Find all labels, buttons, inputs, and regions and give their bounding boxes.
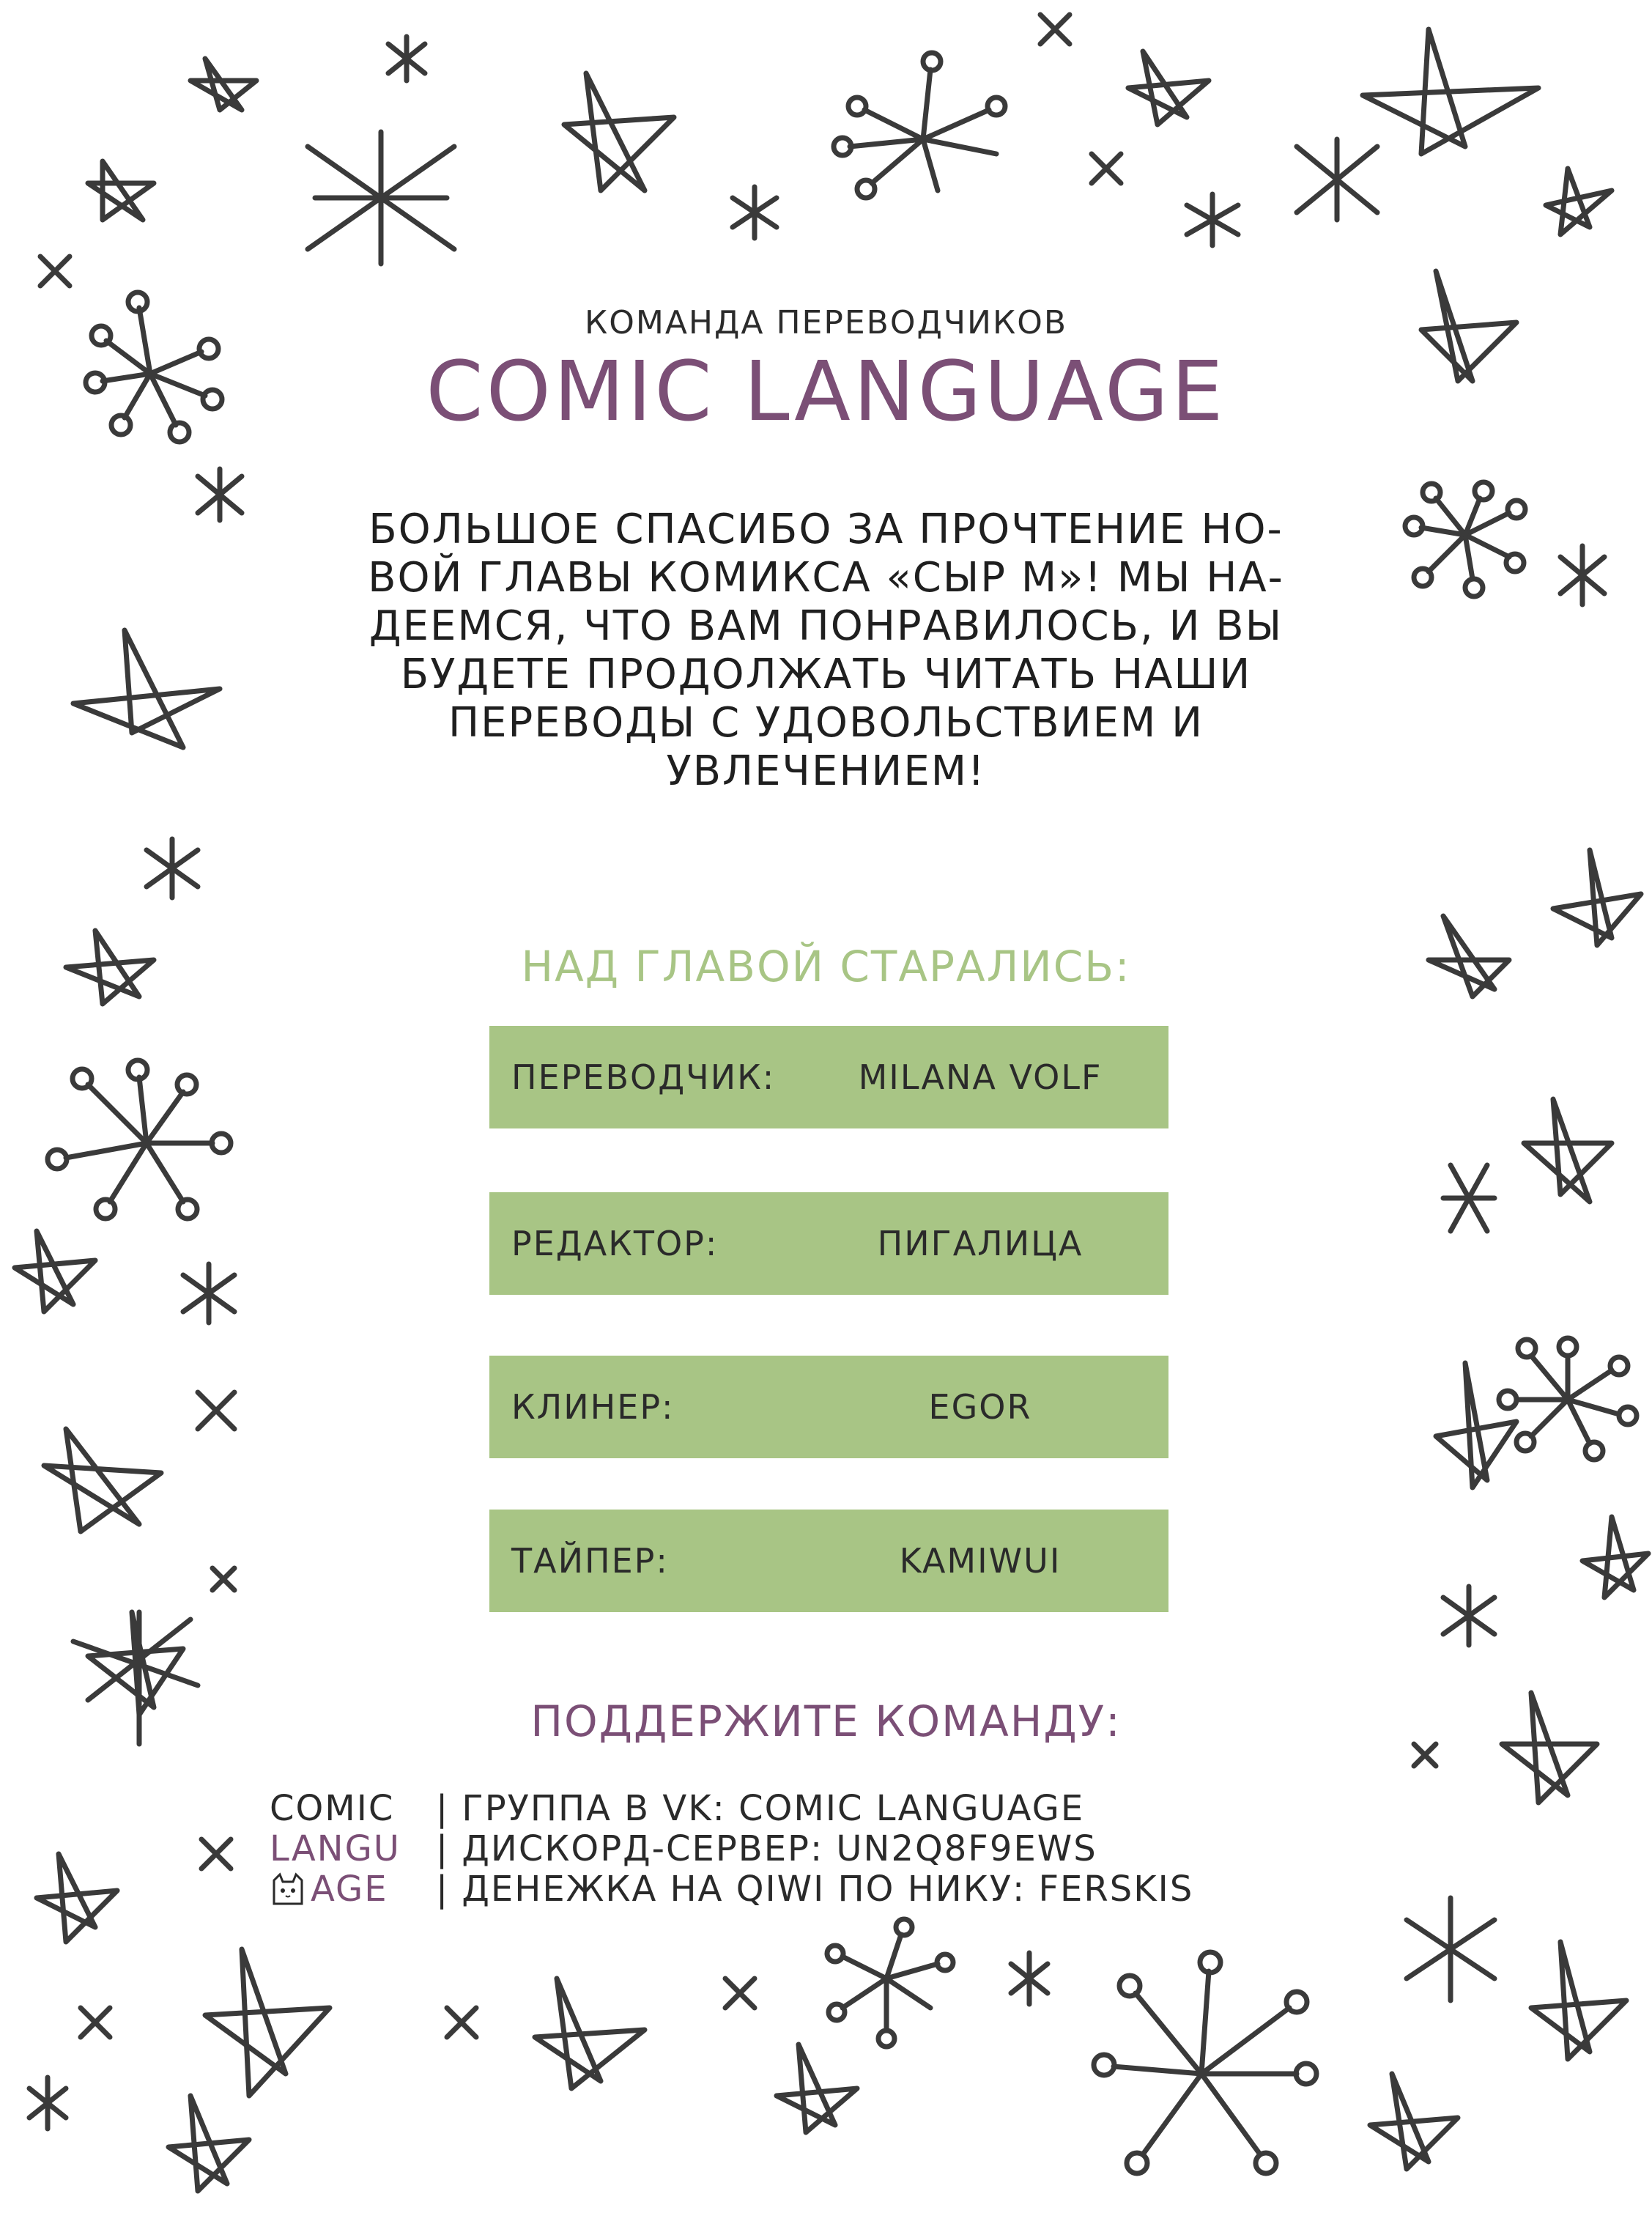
logo-line: LANGU [270,1828,401,1869]
message-line: БУДЕТЕ ПРОДОЛЖАТЬ ЧИТАТЬ НАШИ [400,651,1252,698]
star-doodle-icon [1128,51,1209,125]
cat-icon [270,1872,306,1905]
credit-role: ТАЙПЕР: [511,1541,669,1581]
star-doodle-icon [1553,850,1641,945]
snowflake-doodle-icon [48,1060,231,1219]
credit-name: ПИГАЛИЦА [877,1224,1084,1263]
burst-star-icon [1443,1165,1494,1231]
star-doodle-icon [37,1854,117,1942]
asterisk-icon [183,1264,234,1323]
burst-star-icon [1297,139,1377,220]
credit-row-editor [489,1192,1168,1295]
asterisk-icon [1011,1953,1048,2004]
team-title: COMIC LANGUAGE [426,344,1226,440]
cross-icon [1040,15,1070,44]
cross-icon [447,2008,476,2037]
star-doodle-icon [535,1979,645,2088]
asterisk-icon [388,37,425,81]
support-discord-link[interactable]: | ДИСКОРД-СЕРВЕР: UN2Q8F9EWS [436,1828,1097,1869]
cross-icon [1414,1744,1436,1766]
credit-name: MILANA VOLF [858,1057,1103,1097]
cross-icon [201,1839,231,1869]
star-doodle-icon [777,2044,857,2132]
message-line: УВЛЕЧЕНИЕМ! [666,747,986,795]
star-doodle-icon [1546,169,1612,234]
credits-heading: НАД ГЛАВОЙ СТАРАЛИСЬ: [521,942,1131,991]
message-line: ВОЙ ГЛАВЫ КОМИКСА «СЫР М»! МЫ НА- [368,554,1284,602]
star-doodle-icon [168,2096,249,2191]
burst-star-icon [1407,1898,1494,2000]
star-doodle-icon [1363,29,1538,154]
credit-row-typer [489,1510,1168,1612]
snowflake-doodle-icon [1405,482,1525,596]
star-doodle-icon [15,1231,95,1312]
credit-role: КЛИНЕР: [511,1387,675,1427]
cross-icon [198,1392,234,1429]
asterisk-icon [1187,194,1238,245]
star-doodle-icon [564,73,674,191]
star-doodle-icon [190,59,256,110]
support-heading: ПОДДЕРЖИТЕ КОМАНДУ: [530,1696,1122,1746]
message-line: ДЕЕМСЯ, ЧТО ВАМ ПОНРАВИЛОСЬ, И ВЫ [368,602,1284,650]
asterisk-icon [733,187,777,238]
star-doodle-icon [88,161,154,220]
credit-name: KAMIWUI [899,1541,1062,1581]
credit-role: ПЕРЕВОДЧИК: [511,1057,776,1097]
cross-icon [725,1979,755,2008]
star-doodle-icon [1436,1363,1516,1488]
asterisk-icon [198,469,242,520]
snowflake-doodle-icon [1094,1952,1316,2173]
star-doodle-icon [44,1429,161,1532]
support-qiwi-link[interactable]: | ДЕНЕЖКА НА QIWI ПО НИКУ: FERSKIS [436,1869,1194,1910]
snowflake-doodle-icon [1499,1338,1637,1460]
star-doodle-icon [1582,1517,1648,1597]
star-doodle-icon [205,1949,330,2096]
asterisk-icon [29,2077,66,2129]
snowflake-doodle-icon [827,1919,953,2047]
credit-row-cleaner [489,1356,1168,1458]
asterisk-icon [1560,546,1604,605]
star-doodle-icon [1370,2074,1458,2169]
star-doodle-icon [1524,1099,1612,1202]
thank-you-message [337,506,1315,796]
snowflake-doodle-icon [834,53,1005,198]
message-line: ПЕРЕВОДЫ С УДОВОЛЬСТВИЕМ И [448,699,1204,747]
logo-line [270,1869,388,1910]
star-doodle-icon [73,630,220,747]
cross-icon [40,256,70,286]
cross-icon [212,1568,234,1590]
support-vk-link[interactable]: | ГРУППА В VK: COMIC LANGUAGE [436,1788,1085,1829]
credit-role: РЕДАКТОР: [511,1224,719,1263]
star-doodle-icon [1531,1942,1626,2059]
asterisk-icon [1443,1586,1494,1645]
asterisk-icon [147,839,198,898]
logo-line: COMIC [270,1788,395,1829]
burst-star-icon [308,132,454,264]
logo-text: AGE [311,1869,388,1910]
credit-row-translator [489,1026,1168,1128]
team-subtitle: КОМАНДА ПЕРЕВОДЧИКОВ [584,304,1068,341]
message-line: БОЛЬШОЕ СПАСИБО ЗА ПРОЧТЕНИЕ НО- [368,506,1284,553]
cross-icon [1092,154,1121,183]
cross-icon [81,2008,110,2037]
credit-name: EGOR [928,1387,1032,1427]
